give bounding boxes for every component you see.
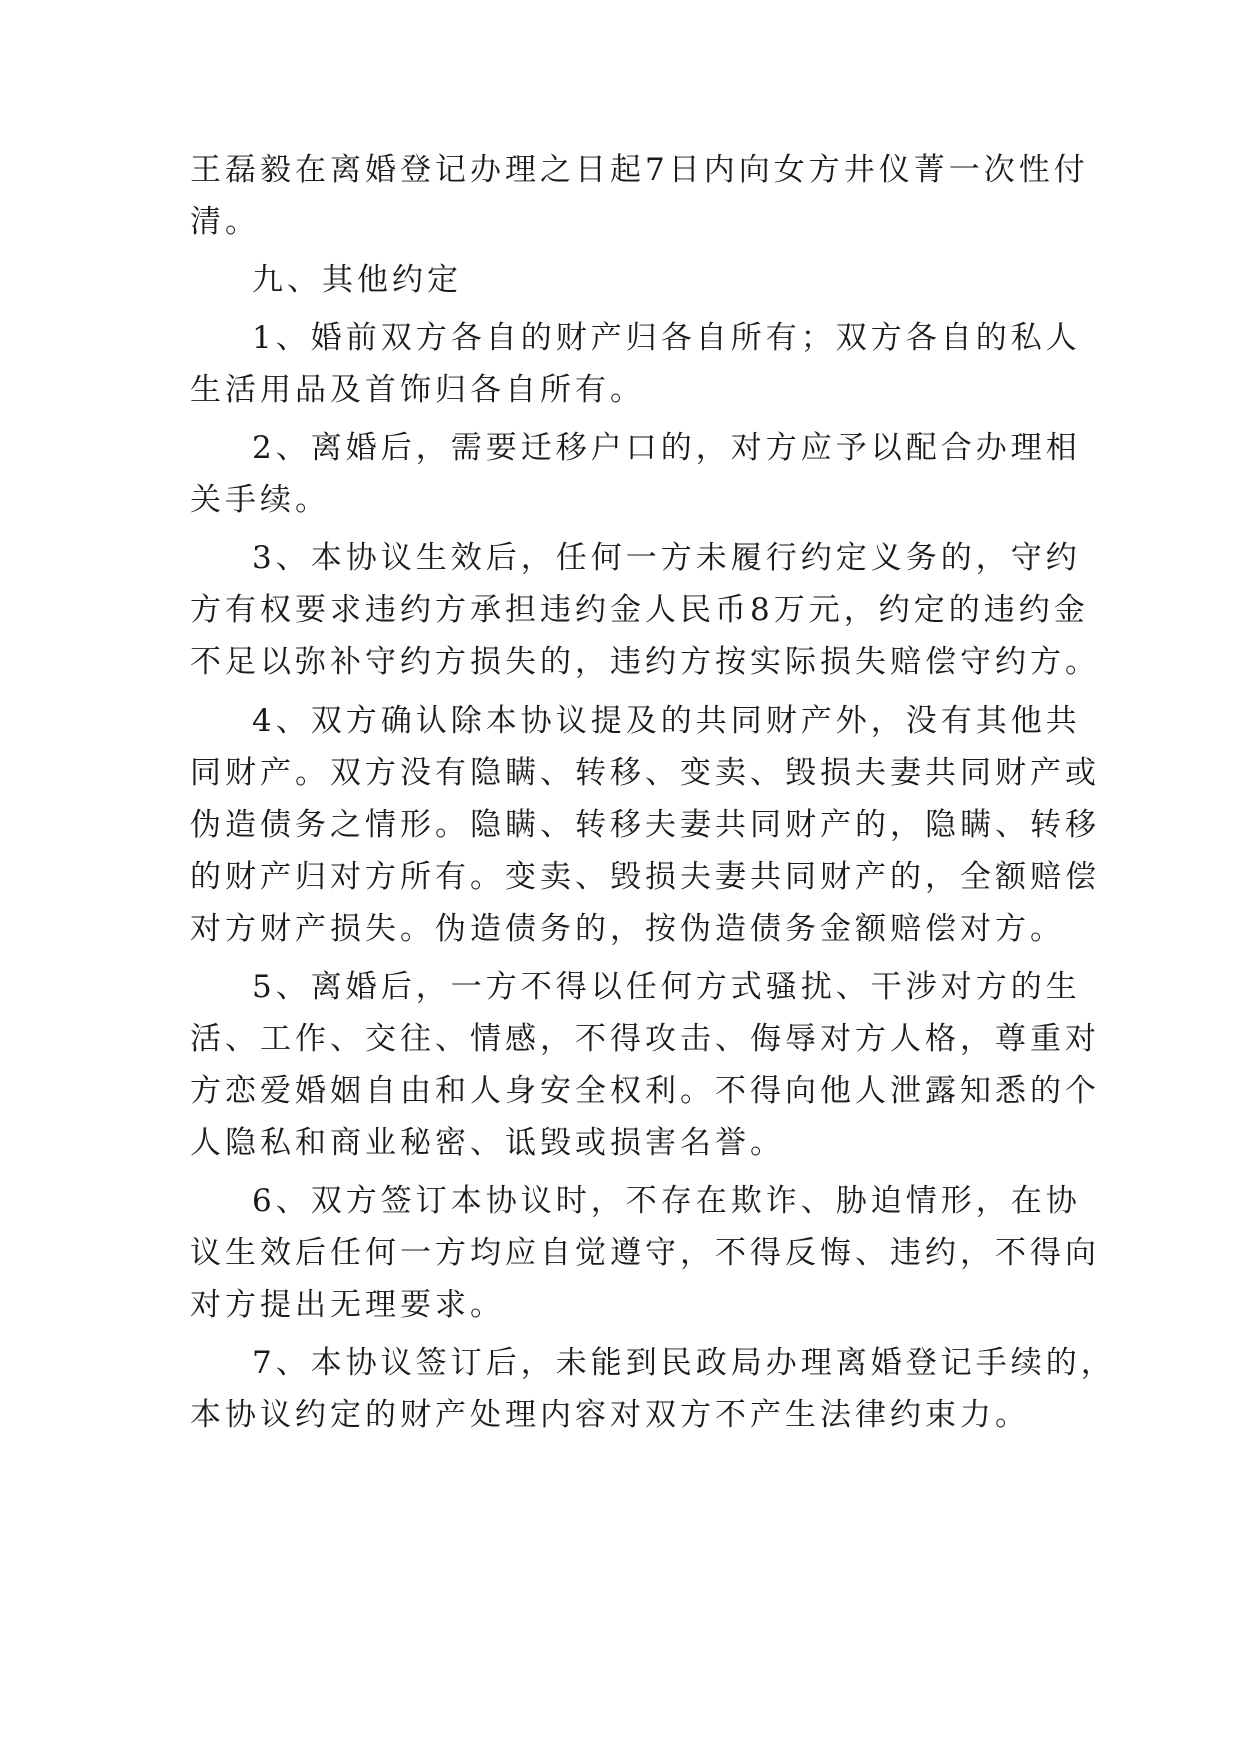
text-line: 对方提出无理要求。 [190,1287,505,1323]
text-line: 议生效后任何一方均应自觉遵守，不得反悔、违约，不得向 [190,1235,1100,1271]
text-line: 本协议约定的财产处理内容对双方不产生法律约束力。 [190,1397,1030,1433]
text-line: 2、离婚后，需要迁移户口的，对方应予以配合办理相 [252,430,1081,466]
text-line: 同财产。双方没有隐瞒、转移、变卖、毁损夫妻共同财产或 [190,755,1100,791]
text-line: 关手续。 [190,482,330,518]
text-line: 3、本协议生效后，任何一方未履行约定义务的，守约 [252,540,1081,576]
text-line: 5、离婚后，一方不得以任何方式骚扰、干涉对方的生 [252,969,1081,1005]
text-line: 6、双方签订本协议时，不存在欺诈、胁迫情形，在协 [252,1183,1081,1219]
text-line: 清。 [190,204,260,240]
text-line: 生活用品及首饰归各自所有。 [190,372,645,408]
text-line: 王磊毅在离婚登记办理之日起7日内向女方井仪菁一次性付 [190,152,1089,188]
text-line: 方恋爱婚姻自由和人身安全权利。不得向他人泄露知悉的个 [190,1073,1100,1109]
text-line: 伪造债务之情形。隐瞒、转移夫妻共同财产的，隐瞒、转移 [190,807,1100,843]
text-line: 7、本协议签订后，未能到民政局办理离婚登记手续的， [252,1345,1116,1381]
text-line: 不足以弥补守约方损失的，违约方按实际损失赔偿守约方。 [190,644,1100,680]
text-line: 对方财产损失。伪造债务的，按伪造债务金额赔偿对方。 [190,911,1065,947]
text-line: 人隐私和商业秘密、诋毁或损害名誉。 [190,1125,785,1161]
text-line: 的财产归对方所有。变卖、毁损夫妻共同财产的，全额赔偿 [190,859,1100,895]
text-line: 方有权要求违约方承担违约金人民币8万元，约定的违约金 [190,592,1089,628]
text-line: 4、双方确认除本协议提及的共同财产外，没有其他共 [252,703,1081,739]
section-heading-other-agreements: 九、其他约定 [252,262,462,298]
text-line: 1、婚前双方各自的财产归各自所有；双方各自的私人 [252,320,1081,356]
text-line: 活、工作、交往、情感，不得攻击、侮辱对方人格，尊重对 [190,1021,1100,1057]
